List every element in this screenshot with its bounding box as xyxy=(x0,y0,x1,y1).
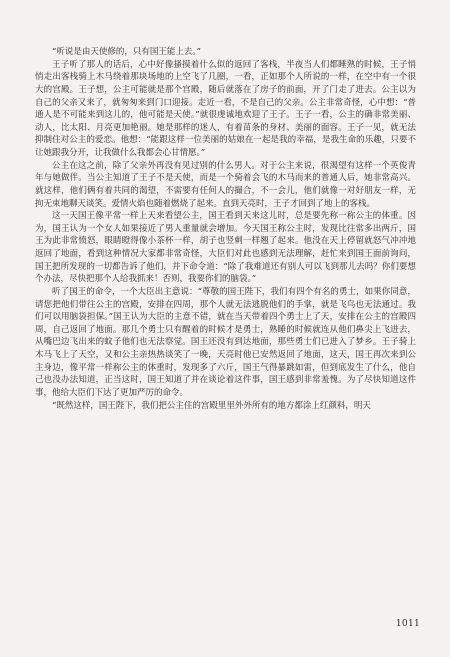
paragraph: “听说是由天使修的，只有国王能上去。” xyxy=(52,47,201,57)
page-number: 1011 xyxy=(395,619,420,629)
paragraph: 听了国王的命令，一个大臣出主意说：“尊敬的国王陛下，我们有四个有名的勇士，如果你同意，请您把他们带往公主的宫殿，安排在四周，那个人就无法逃脱他们的手掌，就是飞鸟也无法通过。我们可以用脑袋担保。”国王认为大臣的主意不错，就在当天带着四个勇士上了天，安排在公主的宫殿四周，自己返回了地面。那几个勇士只有醒着的时候才是勇士，熟睡的时候就连从他们鼻尖上飞进去，从嘴巴边飞出来的蚊子他们也无法察觉。国王还没有到达地面，那些勇士们已进入了梦乡。王子骑上木马飞上了天空，又和公主亲热热谈笑了一晚，天亮时他已安然返回了地面，这天，国王再次来到公主身边，像平常一样称公主的体重时，发现多了六斤，国王气得暴跳如雷，但到底发生了什么，他自己也没办法知道，正当这时，国王知道了并在谈论着这件事，国王感到非常羞愧。为了尽快知道这件事，他给大臣们下达了更加严厉的命令。 xyxy=(35,286,416,398)
paragraph: 这一天国王像平常一样上天来看望公主，国王看到天来这儿时，总是要先称一称公主的体重。因为，国王认为一个女人如果接近了男人重量就会增加。今天国王称公主时，发现比往常多出两斤，国王为此非常愤怒，眼睛瞪得像小茶杯一样，胡子也竖刺一样翘了起来。他没在天上停留就怒气冲冲地返回了地面，看到这种情况大家都非常奇怪，大臣们对此也感到无法理解，赶忙来到国王面前询问，国王把所发现的一切都告诉了他们，并下命令道：“除了我难道还有别人可以飞到那儿去吗？你们要想个办法，尽快把那个人给我抓来！否则，我要你们的脑袋。” xyxy=(35,211,416,285)
paragraph: “既然这样，国王陛下，我们把公主住的宫殿里里外外所有的地方都涂上红颜料，明天 xyxy=(52,400,371,411)
paragraph: 王子听了那人的话后，心中好像搔摸着什么似的返回了客栈，半夜当人们都睡熟的时候，王子悄悄走出客栈骑上木马绕着那块场地的上空飞了几圈，一看，正如那个人所说的一样，在空中有一个很大的宫殿。王子想，公主可能就是那个宫殿，随后就落在了房子的前面，开了门走了进去。公主以为自己的父亲又来了，就匆匆来到门口迎接。走近一看，不是自己的父亲。公主非常奇怪，心中想：“普通人是不可能来到这儿的，他可能是天使。”就很虔诚地欢迎了王子。王子一看，公主的确非常美丽、动人，比太阳、月亮更加艳丽。她是那样的迷人，有着苗条的身材、美丽的面容。王子一见，就无法抑制住对公主的爱恋。他想：“能跟这样一位美丽的姑娘在一起是我的幸福，是我生命的乐趣，只要不让她跟我分开，让我做什么我都会心甘情愿。” xyxy=(35,59,416,158)
paragraph: 公主在这之前，除了父亲外再没有见过别的什么男人。对于公主来说，很渴望有这样一个英俊青年与她做伴。当公主知道了王子不是天使，而是一个骑着会飞的木马而来的普通人后，她非常高兴。就这样，他们俩有着共同的渴望，不需要有任何人的撮合，不一会儿，他们就像一对好朋友一样，无拘无束地聊天谈笑。爱情火焰也随着燃烧了起来。直到天亮时，王子才回到了地上的客栈。 xyxy=(35,160,416,209)
body-text xyxy=(35,46,416,412)
